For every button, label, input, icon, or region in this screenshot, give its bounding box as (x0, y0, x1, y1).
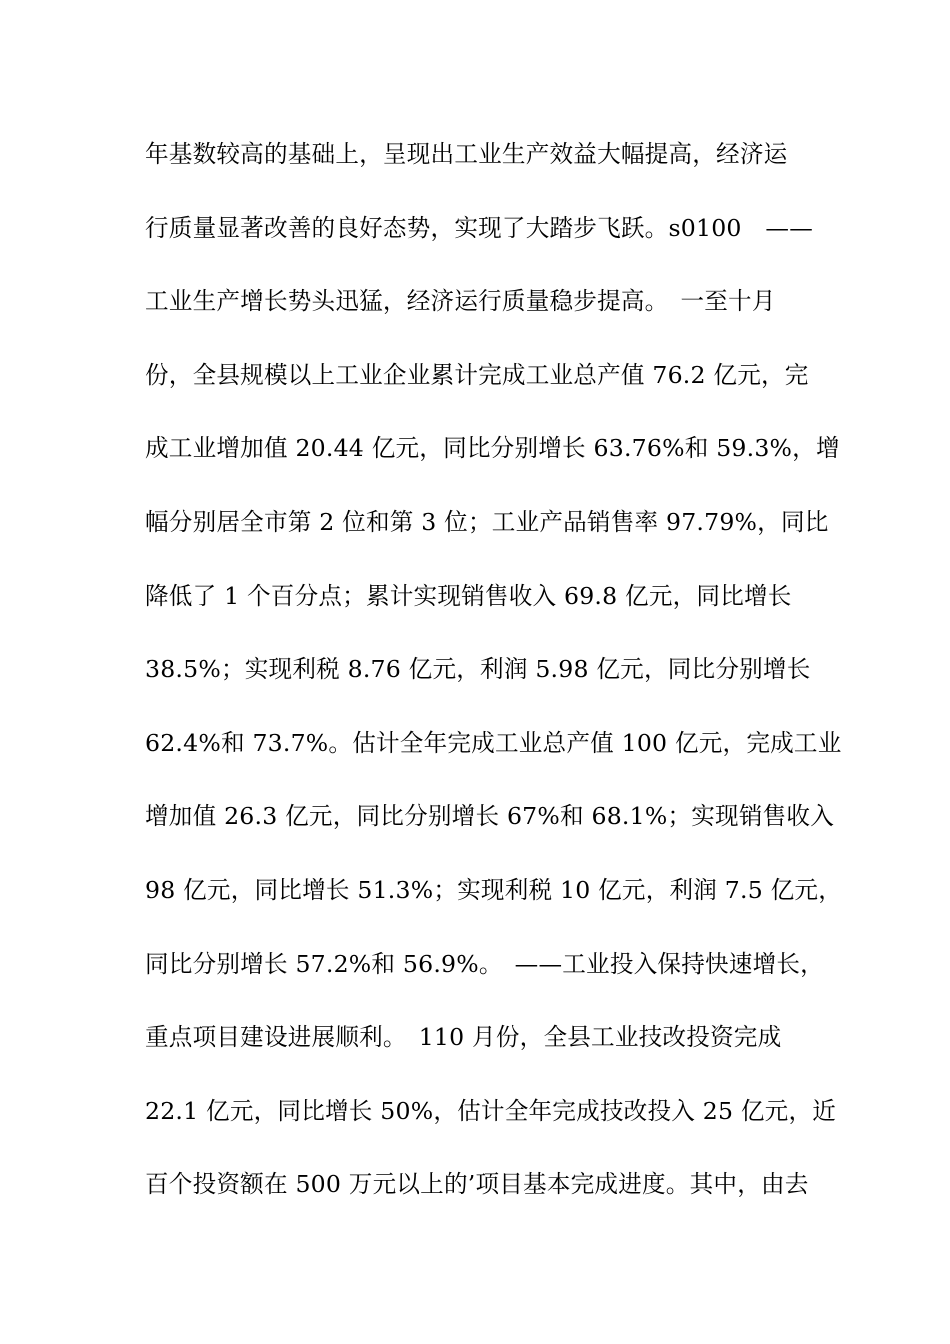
text-line: 幅分别居全市第 2 位和第 3 位；工业产品销售率 97.79%，同比 (145, 507, 829, 536)
text-line: 重点项目建设进展顺利。 110 月份，全县工业技改投资完成 (145, 1023, 782, 1052)
text-line: 38.5%；实现利税 8.76 亿元，利润 5.98 亿元，同比分别增长 (145, 655, 811, 684)
text-line: 降低了 1 个百分点；累计实现销售收入 69.8 亿元，同比增长 (145, 581, 792, 610)
text-line: 行质量显著改善的良好态势，实现了大踏步飞跃。s0100 —— (145, 213, 813, 242)
text-line: 同比分别增长 57.2%和 56.9%。 ——工业投入保持快速增长， (145, 949, 824, 978)
text-line: 成工业增加值 20.44 亿元，同比分别增长 63.76%和 59.3%，增 (145, 434, 840, 463)
text-line: 工业生产增长势头迅猛，经济运行质量稳步提高。 一至十月 (145, 287, 776, 316)
text-line: 年基数较高的基础上，呈现出工业生产效益大幅提高，经济运 (145, 140, 788, 168)
text-line: 22.1 亿元，同比增长 50%，估计全年完成技改投入 25 亿元，近 (145, 1096, 837, 1125)
text-line: 份，全县规模以上工业企业累计完成工业总产值 76.2 亿元，完 (145, 360, 809, 389)
text-line: 增加值 26.3 亿元，同比分别增长 67%和 68.1%；实现销售收入 (145, 802, 834, 831)
text-line: 百个投资额在 500 万元以上的’项目基本完成进度。其中，由去 (145, 1170, 809, 1199)
body-text (145, 118, 842, 1222)
text-line: 62.4%和 73.7%。估计全年完成工业总产值 100 亿元，完成工业 (145, 728, 842, 757)
text-line: 98 亿元，同比增长 51.3%；实现利税 10 亿元，利润 7.5 亿元， (145, 875, 842, 904)
